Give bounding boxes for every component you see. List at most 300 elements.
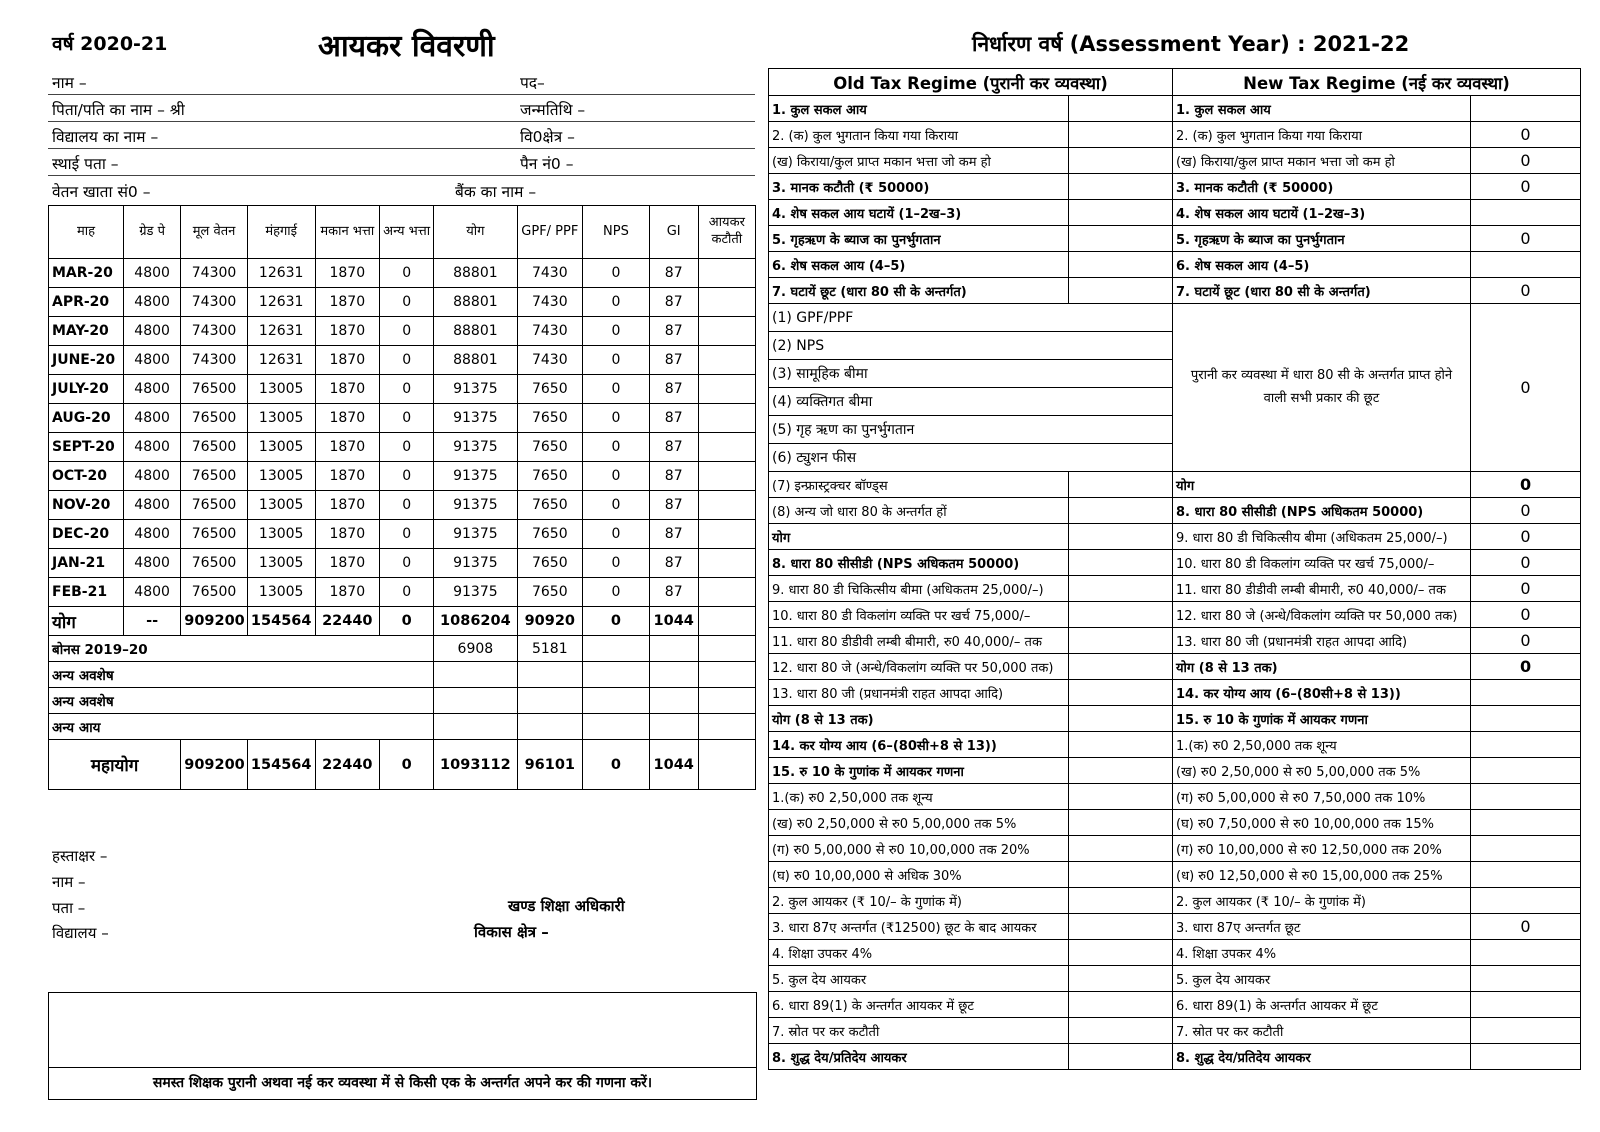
extra-income-cell [698, 662, 755, 688]
grand-total-cell: 909200 [181, 740, 248, 790]
salary-header-cell: मकान भत्ता [315, 206, 380, 259]
salary-total-cell: 22440 [315, 607, 380, 636]
month-cell: MAR-20 [49, 259, 124, 288]
tax-row-80c [769, 304, 1581, 332]
salary-cell: 13005 [247, 404, 315, 433]
salary-cell: 0 [583, 578, 650, 607]
salary-cell: 87 [649, 317, 698, 346]
month-cell: JUNE-20 [49, 346, 124, 375]
salary-cell: 4800 [123, 288, 180, 317]
tax-row [769, 732, 1581, 758]
new-regime-item: (ध) रु0 12,50,000 से रु0 15,00,000 तक 25% [1173, 862, 1471, 888]
new-regime-item: 13. धारा 80 जी (प्रधानमंत्री राहत आपदा आदि) [1173, 628, 1471, 654]
old-regime-item: योग [769, 524, 1069, 550]
salary-cell: 7650 [517, 578, 583, 607]
new-regime-value: 0 [1471, 576, 1581, 602]
salary-cell: 7430 [517, 346, 583, 375]
salary-cell: 4800 [123, 462, 180, 491]
old-regime-value [1069, 1018, 1173, 1044]
tax-row [769, 226, 1581, 252]
extra-income-cell [434, 688, 517, 714]
old-regime-value [1069, 602, 1173, 628]
new-regime-value [1471, 706, 1581, 732]
salary-cell: 0 [583, 520, 650, 549]
old-regime-value [1069, 680, 1173, 706]
salary-cell: 13005 [247, 520, 315, 549]
salary-cell: 87 [649, 520, 698, 549]
salary-cell: 0 [583, 433, 650, 462]
grand-total-cell: 96101 [517, 740, 583, 790]
extra-income-label: अन्य अवशेष [49, 688, 434, 714]
note-text: समस्त शिक्षक पुरानी अथवा नई कर व्यवस्था में से किसी एक के अन्तर्गत अपने कर की गणना करें। [152, 1075, 653, 1091]
salary-cell: 91375 [434, 549, 517, 578]
new-regime-item: 2. कुल आयकर (₹ 10/– के गुणांक में) [1173, 888, 1471, 914]
month-cell: NOV-20 [49, 491, 124, 520]
old-regime-item: 8. शुद्ध देय/प्रतिदेय आयकर [769, 1044, 1069, 1070]
salary-cell: 0 [380, 346, 434, 375]
new-regime-item: 3. मानक कटौती (₹ 50000) [1173, 174, 1471, 200]
old-regime-item: 7. घटायें छूट (धारा 80 सी के अन्तर्गत) [769, 278, 1069, 304]
bonus-empty [698, 636, 755, 662]
salary-cell: 76500 [181, 404, 248, 433]
salary-row [49, 433, 756, 462]
salary-total-row [49, 607, 756, 636]
salary-cell: 0 [380, 549, 434, 578]
new-regime-item: 5. कुल देय आयकर [1173, 966, 1471, 992]
tax-row [769, 680, 1581, 706]
salary-header-cell: अन्य भत्ता [380, 206, 434, 259]
salary-cell: 76500 [181, 578, 248, 607]
new-regime-value: 0 [1471, 226, 1581, 252]
month-cell: MAY-20 [49, 317, 124, 346]
old-regime-item: 8. धारा 80 सीसीडी (NPS अधिकतम 50000) [769, 550, 1069, 576]
salary-cell: 87 [649, 491, 698, 520]
salary-cell: 0 [380, 404, 434, 433]
old-regime-value [1069, 498, 1173, 524]
grand-total-cell: 22440 [315, 740, 380, 790]
salary-cell: 91375 [434, 462, 517, 491]
new-regime-value: 0 [1471, 628, 1581, 654]
old-regime-value [1069, 252, 1173, 278]
new-regime-item: 4. शिक्षा उपकर 4% [1173, 940, 1471, 966]
salary-cell: 1870 [315, 288, 380, 317]
bonus-row [49, 636, 756, 662]
extra-income-cell [649, 714, 698, 740]
old-regime-value [1069, 226, 1173, 252]
salary-total-cell: 154564 [247, 607, 315, 636]
grand-total-cell: 0 [380, 740, 434, 790]
salary-total-cell: 1086204 [434, 607, 517, 636]
grand-total-row [49, 740, 756, 790]
old-regime-value [1069, 122, 1173, 148]
salary-cell: 87 [649, 549, 698, 578]
sign-label: हस्ताक्षर – [52, 847, 108, 865]
old-regime-value [1069, 862, 1173, 888]
old-regime-item: 2. (क) कुल भुगतान किया गया किराया [769, 122, 1069, 148]
salary-cell: 76500 [181, 375, 248, 404]
old-regime-value [1069, 914, 1173, 940]
new-regime-value: 0 [1471, 174, 1581, 200]
month-cell: AUG-20 [49, 404, 124, 433]
new-regime-item: योग [1173, 472, 1471, 498]
salary-cell: 0 [380, 520, 434, 549]
salary-cell: 74300 [181, 317, 248, 346]
new-regime-item: 4. शेष सकल आय घटायें (1–2ख–3) [1173, 200, 1471, 226]
new-80c-note: पुरानी कर व्यवस्था में धारा 80 सी के अन्तर्गत प्राप्त होने वाली सभी प्रकार की छूट [1173, 304, 1471, 472]
form-title: आयकर विवरणी [318, 29, 495, 64]
salary-row [49, 549, 756, 578]
month-cell: DEC-20 [49, 520, 124, 549]
tax-row [769, 200, 1581, 226]
salary-cell: 1870 [315, 578, 380, 607]
salary-row [49, 462, 756, 491]
note-box [48, 992, 757, 1100]
new-regime-value [1471, 1018, 1581, 1044]
salary-cell: 1870 [315, 346, 380, 375]
tax-row [769, 992, 1581, 1018]
new-regime-value: 0 [1471, 148, 1581, 174]
new-regime-value: 0 [1471, 472, 1581, 498]
salary-cell: 87 [649, 433, 698, 462]
salary-cell: 91375 [434, 520, 517, 549]
old-regime-value [1069, 940, 1173, 966]
salary-row [49, 491, 756, 520]
old-regime-item: 6. शेष सकल आय (4–5) [769, 252, 1069, 278]
old-regime-value [1069, 888, 1173, 914]
tax-row [769, 252, 1581, 278]
salary-cell [698, 404, 755, 433]
old-regime-item: 14. कर योग्य आय (6–(80सी+8 से 13)) [769, 732, 1069, 758]
tax-row [769, 810, 1581, 836]
salary-cell: 1870 [315, 520, 380, 549]
name-field: नाम – [52, 74, 87, 92]
salary-row [49, 404, 756, 433]
salary-cell: 0 [380, 491, 434, 520]
month-cell: JULY-20 [49, 375, 124, 404]
new-regime-item: 3. धारा 87ए अन्तर्गत छूट [1173, 914, 1471, 940]
salary-cell: 0 [583, 491, 650, 520]
salary-cell: 4800 [123, 375, 180, 404]
extra-income-cell [434, 714, 517, 740]
salary-cell: 4800 [123, 549, 180, 578]
salary-cell: 4800 [123, 433, 180, 462]
development-block-label: विकास क्षेत्र – [474, 923, 549, 941]
salary-cell: 13005 [247, 491, 315, 520]
new-regime-value [1471, 862, 1581, 888]
salary-total-cell: योग [49, 607, 124, 636]
extra-income-cell [517, 662, 583, 688]
salary-cell: 7650 [517, 375, 583, 404]
salary-cell: 76500 [181, 549, 248, 578]
address-field: स्थाई पता – [52, 155, 119, 173]
extra-income-cell [517, 714, 583, 740]
salary-cell: 91375 [434, 578, 517, 607]
old-80c-item: (2) NPS [769, 332, 1173, 360]
new-regime-value [1471, 810, 1581, 836]
old-regime-item: (8) अन्य जो धारा 80 के अन्तर्गत हों [769, 498, 1069, 524]
old-regime-item: 7. स्रोत पर कर कटौती [769, 1018, 1069, 1044]
extra-income-row [49, 688, 756, 714]
salary-total-cell: 0 [583, 607, 650, 636]
old-regime-item: (ख) किराया/कुल प्राप्त मकान भत्ता जो कम हो [769, 148, 1069, 174]
father-husband-field: पिता/पति का नाम – श्री [52, 101, 185, 119]
new-regime-item: 1. कुल सकल आय [1173, 96, 1471, 122]
bonus-label: बोनस 2019–20 [49, 636, 434, 662]
salary-cell: 76500 [181, 433, 248, 462]
salary-cell: 76500 [181, 520, 248, 549]
tax-row [769, 706, 1581, 732]
old-regime-value [1069, 628, 1173, 654]
bank-name-field: बैंक का नाम – [455, 183, 537, 201]
old-regime-item: 5. गृहऋण के ब्याज का पुनर्भुगतान [769, 226, 1069, 252]
old-regime-value [1069, 784, 1173, 810]
new-regime-item: (ग) रु0 5,00,000 से रु0 7,50,000 तक 10% [1173, 784, 1471, 810]
salary-cell: 88801 [434, 259, 517, 288]
tax-row [769, 862, 1581, 888]
salary-total-cell: 90920 [517, 607, 583, 636]
post-field: पद– [520, 74, 545, 92]
salary-cell: 0 [380, 462, 434, 491]
new-regime-value [1471, 758, 1581, 784]
new-regime-item: 2. (क) कुल भुगतान किया गया किराया [1173, 122, 1471, 148]
old-regime-item: 12. धारा 80 जे (अन्धे/विकलांग व्यक्ति पर 50,000 तक) [769, 654, 1069, 680]
bonus-gpf: 5181 [517, 636, 583, 662]
new-regime-item: 15. रु 10 के गुणांक में आयकर गणना [1173, 706, 1471, 732]
tax-computation-table [768, 68, 1581, 1070]
salary-row [49, 520, 756, 549]
grand-total-cell: 0 [583, 740, 650, 790]
salary-cell: 4800 [123, 259, 180, 288]
new-regime-item: 5. गृहऋण के ब्याज का पुनर्भुगतान [1173, 226, 1471, 252]
salary-cell: 12631 [247, 346, 315, 375]
salary-cell [698, 317, 755, 346]
salary-cell: 4800 [123, 578, 180, 607]
salary-cell: 87 [649, 288, 698, 317]
new-regime-value: 0 [1471, 498, 1581, 524]
old-regime-value [1069, 472, 1173, 498]
new-regime-item: (घ) रु0 7,50,000 से रु0 10,00,000 तक 15% [1173, 810, 1471, 836]
new-80c-value: 0 [1471, 304, 1581, 472]
salary-cell: 7430 [517, 259, 583, 288]
dob-field: जन्मतिथि – [520, 101, 586, 119]
salary-header-row [49, 206, 756, 259]
old-regime-value [1069, 200, 1173, 226]
new-regime-item: 6. धारा 89(1) के अन्तर्गत आयकर में छूट [1173, 992, 1471, 1018]
new-regime-value: 0 [1471, 550, 1581, 576]
new-regime-item: (ग) रु0 10,00,000 से रु0 12,50,000 तक 20% [1173, 836, 1471, 862]
salary-cell: 12631 [247, 288, 315, 317]
new-regime-item: 7. स्रोत पर कर कटौती [1173, 1018, 1471, 1044]
old-regime-item: 15. रु 10 के गुणांक में आयकर गणना [769, 758, 1069, 784]
old-80c-item: (3) सामूहिक बीमा [769, 360, 1173, 388]
tax-row [769, 96, 1581, 122]
old-regime-value [1069, 732, 1173, 758]
salary-header-cell: NPS [583, 206, 650, 259]
salary-cell: 1870 [315, 404, 380, 433]
salary-cell [698, 346, 755, 375]
extra-income-cell [649, 688, 698, 714]
month-cell: JAN-21 [49, 549, 124, 578]
old-regime-value [1069, 706, 1173, 732]
new-regime-value [1471, 252, 1581, 278]
year-label: वर्ष 2020-21 [52, 33, 168, 55]
salary-cell: 13005 [247, 462, 315, 491]
bonus-empty [649, 636, 698, 662]
old-regime-value [1069, 992, 1173, 1018]
tax-row [769, 914, 1581, 940]
bonus-empty [583, 636, 650, 662]
tax-row [769, 784, 1581, 810]
new-regime-item: 12. धारा 80 जे (अन्धे/विकलांग व्यक्ति पर 50,000 तक) [1173, 602, 1471, 628]
salary-cell [698, 433, 755, 462]
tax-row [769, 174, 1581, 200]
new-regime-value [1471, 966, 1581, 992]
salary-total-cell: 909200 [181, 607, 248, 636]
new-regime-value [1471, 992, 1581, 1018]
salary-header-cell: GPF/ PPF [517, 206, 583, 259]
salary-cell: 13005 [247, 375, 315, 404]
month-cell: FEB-21 [49, 578, 124, 607]
old-regime-value [1069, 96, 1173, 122]
salary-cell: 13005 [247, 549, 315, 578]
old-regime-item: 3. मानक कटौती (₹ 50000) [769, 174, 1069, 200]
new-regime-value [1471, 1044, 1581, 1070]
salary-cell: 87 [649, 259, 698, 288]
salary-cell: 0 [583, 259, 650, 288]
new-regime-value [1471, 836, 1581, 862]
salary-cell: 88801 [434, 288, 517, 317]
old-regime-value [1069, 758, 1173, 784]
new-regime-item: 6. शेष सकल आय (4–5) [1173, 252, 1471, 278]
old-regime-item: 1. कुल सकल आय [769, 96, 1069, 122]
sign-name-label: नाम – [52, 873, 86, 891]
salary-cell [698, 520, 755, 549]
tax-row [769, 576, 1581, 602]
salary-cell: 4800 [123, 520, 180, 549]
new-regime-item: (ख) किराया/कुल प्राप्त मकान भत्ता जो कम हो [1173, 148, 1471, 174]
month-cell: SEPT-20 [49, 433, 124, 462]
tax-row [769, 966, 1581, 992]
bonus-total: 6908 [434, 636, 517, 662]
new-regime-item: 7. घटायें छूट (धारा 80 सी के अन्तर्गत) [1173, 278, 1471, 304]
tax-row [769, 758, 1581, 784]
grand-total-cell: 154564 [247, 740, 315, 790]
salary-cell: 0 [380, 433, 434, 462]
old-regime-value [1069, 278, 1173, 304]
old-regime-value [1069, 1044, 1173, 1070]
salary-cell: 7650 [517, 462, 583, 491]
salary-cell: 0 [583, 549, 650, 578]
salary-header-cell: माह [49, 206, 124, 259]
tax-header-row [769, 69, 1581, 96]
old-regime-item: 6. धारा 89(1) के अन्तर्गत आयकर में छूट [769, 992, 1069, 1018]
old-regime-value [1069, 550, 1173, 576]
salary-row [49, 317, 756, 346]
salary-cell: 0 [380, 259, 434, 288]
grand-total-cell: 1044 [649, 740, 698, 790]
salary-cell: 1870 [315, 433, 380, 462]
new-regime-item: 8. शुद्ध देय/प्रतिदेय आयकर [1173, 1044, 1471, 1070]
new-regime-item: 14. कर योग्य आय (6–(80सी+8 से 13)) [1173, 680, 1471, 706]
new-regime-value [1471, 940, 1581, 966]
new-regime-value [1471, 888, 1581, 914]
tax-row [769, 498, 1581, 524]
salary-cell: 87 [649, 462, 698, 491]
old-regime-value [1069, 524, 1173, 550]
salary-cell: 74300 [181, 259, 248, 288]
pan-field: पैन नं0 – [520, 155, 574, 173]
salary-cell: 0 [583, 462, 650, 491]
tax-row [769, 836, 1581, 862]
extra-income-label: अन्य आय [49, 714, 434, 740]
salary-cell: 0 [583, 346, 650, 375]
assessment-year: निर्धारण वर्ष (Assessment Year) : 2021-22 [972, 32, 1410, 56]
old-regime-item: 5. कुल देय आयकर [769, 966, 1069, 992]
salary-cell: 0 [380, 578, 434, 607]
tax-row [769, 524, 1581, 550]
salary-cell: 0 [583, 288, 650, 317]
salary-cell [698, 491, 755, 520]
sign-address-label: पता – [52, 899, 86, 917]
tax-row [769, 1044, 1581, 1070]
salary-row [49, 259, 756, 288]
new-regime-value: 0 [1471, 524, 1581, 550]
salary-cell: 87 [649, 346, 698, 375]
extra-income-cell [434, 662, 517, 688]
new-regime-value: 0 [1471, 278, 1581, 304]
new-regime-item: 9. धारा 80 डी चिकित्सीय बीमा (अधिकतम 25,000/–) [1173, 524, 1471, 550]
month-cell: OCT-20 [49, 462, 124, 491]
salary-cell: 7650 [517, 549, 583, 578]
salary-cell: 0 [583, 375, 650, 404]
salary-cell [698, 288, 755, 317]
extra-income-cell [583, 714, 650, 740]
salary-cell: 87 [649, 404, 698, 433]
new-regime-item: 11. धारा 80 डीडीवी लम्बी बीमारी, रु0 40,000/– तक [1173, 576, 1471, 602]
new-regime-value: 0 [1471, 654, 1581, 680]
salary-cell: 91375 [434, 433, 517, 462]
salary-cell: 91375 [434, 491, 517, 520]
salary-table [48, 205, 756, 790]
old-regime-item: 13. धारा 80 जी (प्रधानमंत्री राहत आपदा आदि) [769, 680, 1069, 706]
salary-cell: 0 [380, 288, 434, 317]
old-regime-item: 2. कुल आयकर (₹ 10/– के गुणांक में) [769, 888, 1069, 914]
new-regime-value [1471, 200, 1581, 226]
salary-header-cell: योग [434, 206, 517, 259]
salary-cell [698, 578, 755, 607]
extra-income-cell [649, 662, 698, 688]
salary-cell: 74300 [181, 288, 248, 317]
old-regime-value [1069, 148, 1173, 174]
sign-school-label: विद्यालय – [52, 924, 109, 942]
salary-cell: 7650 [517, 520, 583, 549]
old-regime-item: (ग) रु0 5,00,000 से रु0 10,00,000 तक 20% [769, 836, 1069, 862]
tax-row [769, 472, 1581, 498]
salary-cell: 4800 [123, 346, 180, 375]
old-regime-value [1069, 836, 1173, 862]
extra-income-cell [583, 688, 650, 714]
salary-cell: 12631 [247, 259, 315, 288]
salary-cell: 0 [583, 317, 650, 346]
old-regime-value [1069, 654, 1173, 680]
new-regime-value: 0 [1471, 914, 1581, 940]
grand-total-cell [698, 740, 755, 790]
salary-cell: 4800 [123, 404, 180, 433]
new-regime-value [1471, 784, 1581, 810]
new-regime-value [1471, 732, 1581, 758]
salary-cell: 13005 [247, 578, 315, 607]
salary-header-cell: मूल वेतन [181, 206, 248, 259]
